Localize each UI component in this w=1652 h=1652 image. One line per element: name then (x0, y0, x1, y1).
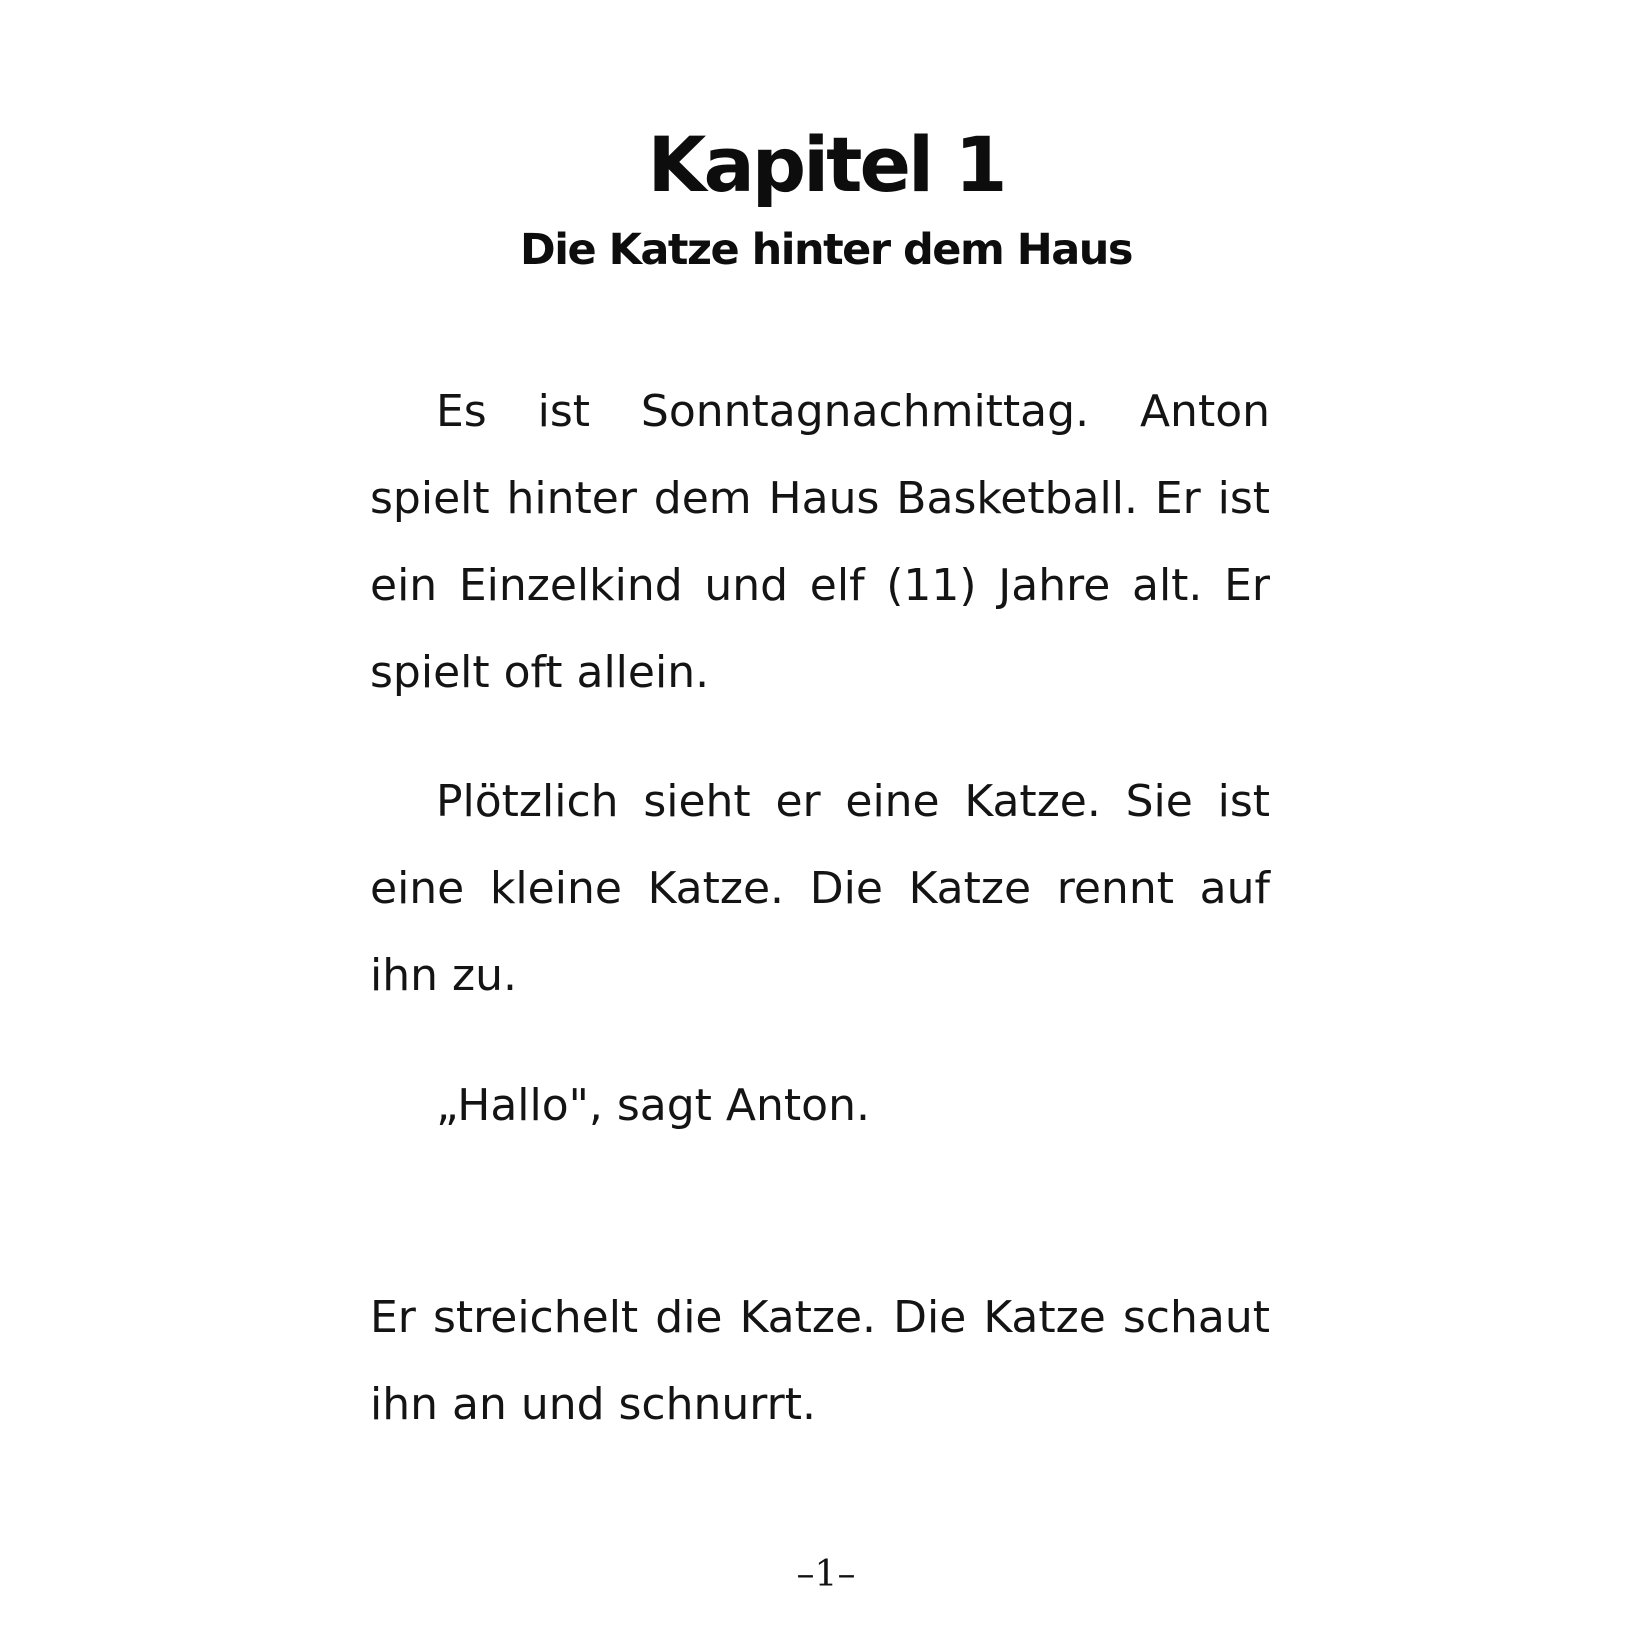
paragraph: Es ist Sonntagnachmittag. Anton spielt hinter dem Haus Basketball. Er ist ein Einzelkind und elf (11) Jahre alt. Er spielt oft allein. (370, 386, 1270, 698)
chapter-title: Kapitel 1 (647, 120, 1005, 209)
paragraph: Er streichelt die Katze. Die Katze schaut ihn an und schnurrt. (370, 1292, 1270, 1430)
page-number: –1– (796, 1554, 856, 1595)
paragraph: Plötzlich sieht er eine Katze. Sie ist eine kleine Katze. Die Katze rennt auf ihn zu. (370, 776, 1270, 1001)
paragraph-dialogue: „Hallo", sagt Anton. (436, 1080, 870, 1131)
chapter-subtitle: Die Katze hinter dem Haus (520, 225, 1132, 275)
